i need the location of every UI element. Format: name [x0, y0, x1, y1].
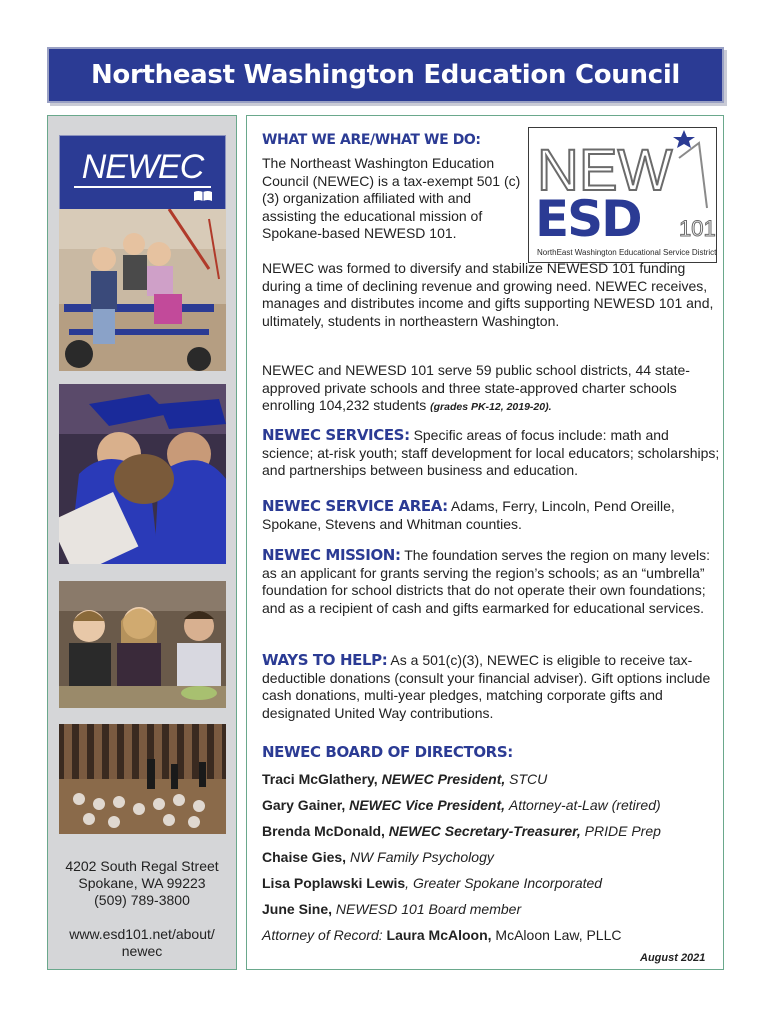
board-member-role: NEWEC Secretary-Treasurer,: [388, 822, 581, 839]
mission-section: [262, 547, 720, 617]
attorney-name: Laura McAloon,: [386, 926, 492, 943]
newesd-logo-caption: NorthEast Washington Educational Service District: [537, 248, 717, 257]
board-section: [262, 744, 720, 952]
services-section: [262, 427, 720, 480]
board-member-name: Traci McGlathery,: [262, 770, 378, 787]
services-text: Specific areas of focus include: math and science; at-risk youth; staff development for local educators; scholarships; and partnerships between business and education.: [262, 427, 720, 479]
photo-graduation: [59, 384, 226, 564]
what-heading: WHAT WE ARE/WHAT WE DO:: [262, 132, 481, 148]
attorney-of-record: [262, 927, 720, 945]
ways-to-help-section: [262, 652, 720, 722]
page-title: Northeast Washington Education Council: [90, 60, 681, 90]
attorney-label: Attorney of Record:: [262, 926, 383, 943]
mission-text: The foundation serves the region on many levels: as an applicant for grants serving the region’s schools; as an “umbrella” foundation for school districts that do not operate their own foundations; and as a recipient of cash and gifts earmarked for educational services.: [262, 547, 711, 616]
what-paragraph-3-wrap: [262, 362, 720, 417]
board-heading: NEWEC BOARD OF DIRECTORS:: [262, 743, 513, 761]
service-area-text: Adams, Ferry, Lincoln, Pend Oreille, Spokane, Stevens and Whitman counties.: [262, 498, 675, 532]
board-member: [262, 797, 720, 815]
board-member-role: NEWEC Vice President,: [349, 796, 506, 813]
board-member-name: Chaise Gies,: [262, 848, 347, 865]
board-member-org: PRIDE Prep: [584, 822, 661, 839]
board-member-role: NEWEC President,: [381, 770, 506, 787]
what-we-are-section: [262, 132, 720, 150]
ways-to-help-text: As a 501(c)(3), NEWEC is eligible to receive tax-deductible donations (consult your financial adviser). Gift options include cash donations, multi-year pledges, matching corporate gifts and designated United Way contributions.: [262, 652, 711, 721]
photo-students-smiling: [59, 581, 226, 708]
board-member-org: NW Family Psychology: [349, 848, 494, 865]
board-member: [262, 771, 720, 789]
board-member-name: Lisa Poplawski Lewis: [262, 874, 406, 891]
board-member-name: June Sine,: [262, 900, 333, 917]
what-paragraph-2-wrap: [262, 260, 720, 330]
address-line1: 4202 South Regal Street: [65, 858, 219, 874]
newesd-logo-new: NEW: [537, 138, 673, 203]
board-member-name: Gary Gainer,: [262, 796, 346, 813]
what-paragraph-1: The Northeast Washington Education Council (NEWEC) is a tax-exempt 501 (c)(3) organization affiliated with and assisting the educational mission of Spokane-based NEWESD 101.: [262, 155, 521, 242]
board-member-org: Attorney-at-Law (retired): [508, 796, 661, 813]
what-paragraph-3-note: (grades PK-12, 2019-20).: [430, 401, 552, 414]
newec-logo-text: NEWEC: [81, 148, 204, 186]
phone-number: (509) 789-3800: [94, 892, 190, 908]
open-book-icon: [193, 190, 213, 202]
newec-logo: [59, 135, 226, 211]
address-line2: Spokane, WA 99223: [78, 875, 206, 891]
board-member-name: Brenda McDonald,: [262, 822, 385, 839]
service-area-section: [262, 498, 720, 533]
board-member-org: STCU: [509, 770, 548, 787]
website-line1[interactable]: www.esd101.net/about/: [69, 926, 215, 942]
mission-heading: NEWEC MISSION:: [262, 546, 401, 564]
website-line2[interactable]: newec: [121, 943, 163, 959]
title-banner: [47, 47, 724, 103]
service-area-heading: NEWEC SERVICE AREA:: [262, 497, 448, 515]
board-member: [262, 875, 720, 893]
photo-music-group: [59, 724, 226, 834]
what-paragraph-2: NEWEC was formed to diversify and stabilize NEWESD 101 funding during a time of declining revenue and growing need. NEWEC receives, manages and distributes income and gifts supporting NEWESD 101 and, ultimately, students in northeastern Washington.: [262, 260, 714, 329]
publication-date: August 2021: [640, 952, 706, 964]
what-paragraph-3: NEWEC and NEWESD 101 serve 59 public school districts, 44 state-approved private schools and three state-approved charter schools enrolling 104,232 students: [262, 362, 690, 414]
ways-to-help-heading: WAYS TO HELP:: [262, 651, 388, 669]
board-member: [262, 823, 720, 841]
photo-playground-kids: [59, 209, 226, 371]
services-heading: NEWEC SERVICES:: [262, 426, 410, 444]
newesd-logo-esd: ESD: [535, 190, 641, 248]
board-member-org: NEWESD 101 Board member: [335, 900, 522, 917]
sidebar: [47, 115, 237, 970]
logo-swoosh: [74, 186, 211, 188]
board-member-org: , Greater Spokane Incorporated: [405, 874, 603, 891]
attorney-firm: McAloon Law, PLLC: [495, 926, 622, 943]
newesd-logo-number: 101: [679, 216, 716, 241]
board-member: [262, 849, 720, 867]
contact-info: [48, 858, 236, 960]
board-member: [262, 901, 720, 919]
